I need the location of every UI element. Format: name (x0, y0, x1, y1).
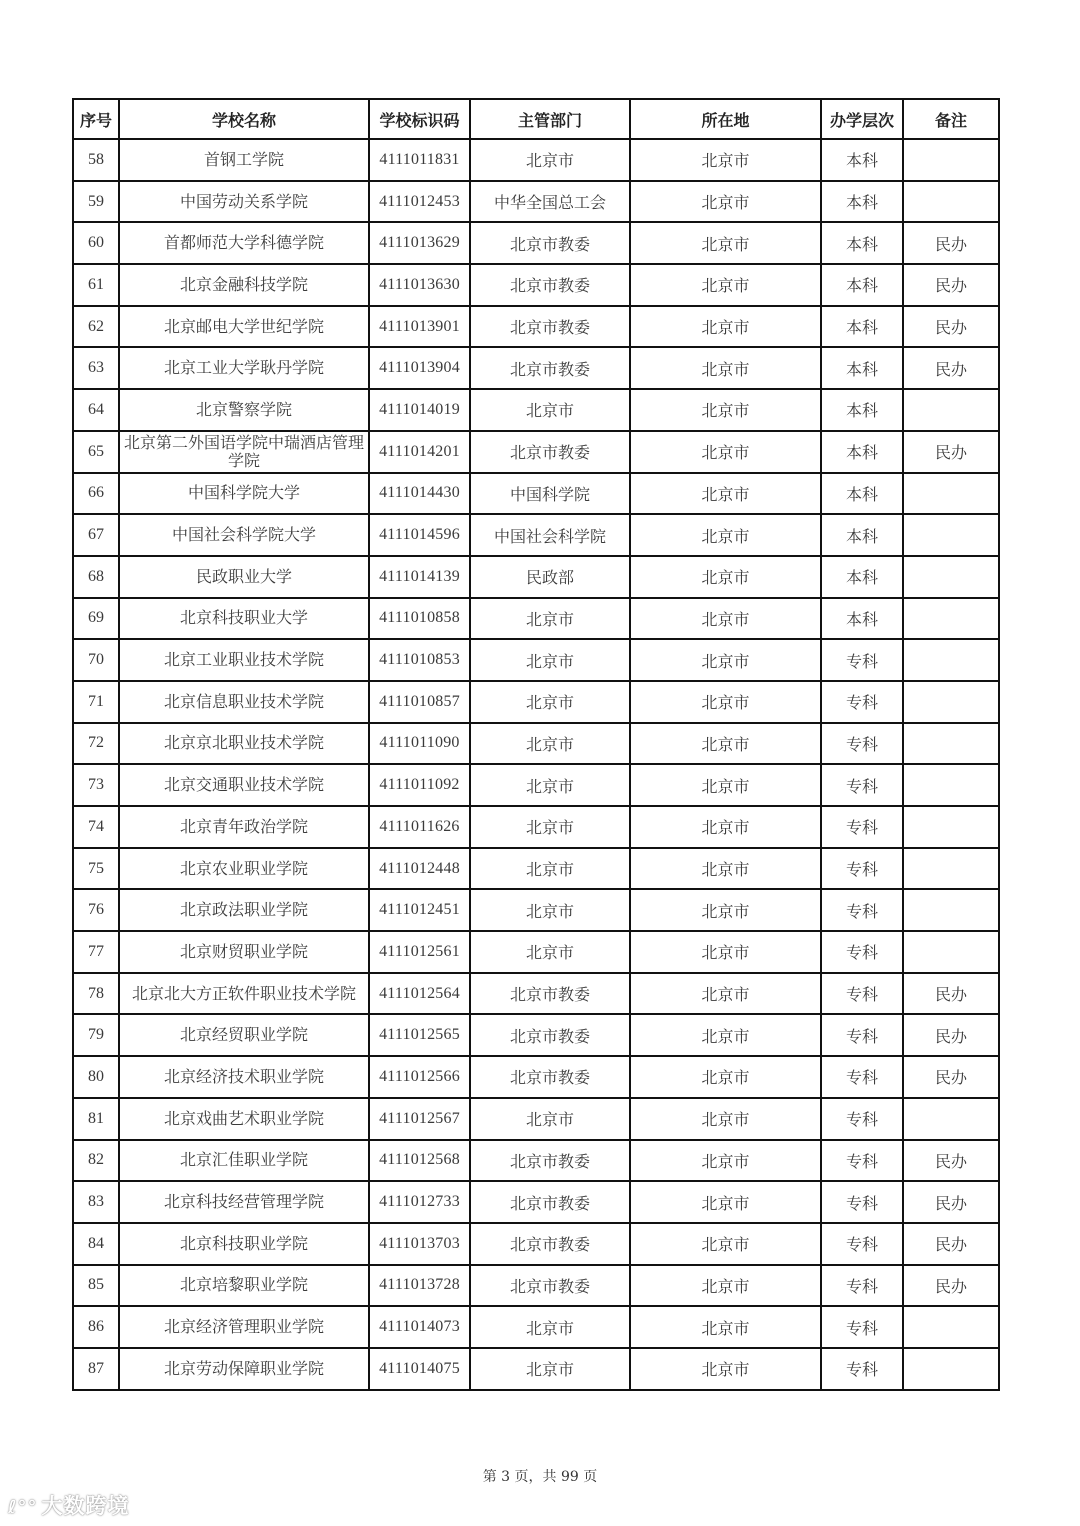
cell-school-code: 4111010853 (369, 639, 470, 681)
header-note: 备注 (903, 99, 999, 139)
cell-school-code: 4111012567 (369, 1098, 470, 1140)
cell-no: 84 (73, 1223, 119, 1265)
cell-note (903, 181, 999, 223)
cell-no: 65 (73, 431, 119, 473)
table-row (73, 1348, 999, 1390)
cell-note (903, 1098, 999, 1140)
cell-department: 北京市 (470, 1348, 630, 1390)
cell-school-code: 4111014073 (369, 1306, 470, 1348)
cell-location: 北京市 (630, 639, 821, 681)
cell-level: 专科 (821, 764, 903, 806)
cell-location: 北京市 (630, 514, 821, 556)
cell-location: 北京市 (630, 556, 821, 598)
cell-level: 本科 (821, 514, 903, 556)
cell-school-name: 北京戏曲艺术职业学院 (119, 1098, 369, 1140)
cell-level: 本科 (821, 347, 903, 389)
header-no: 序号 (73, 99, 119, 139)
cell-school-code: 4111012561 (369, 931, 470, 973)
cell-department: 北京市 (470, 889, 630, 931)
table-header-row (73, 99, 999, 139)
cell-school-code: 4111010858 (369, 598, 470, 640)
cell-location: 北京市 (630, 1056, 821, 1098)
cell-school-code: 4111012451 (369, 889, 470, 931)
table-row (73, 1098, 999, 1140)
cell-location: 北京市 (630, 1140, 821, 1182)
cell-level: 本科 (821, 431, 903, 473)
cell-school-name: 北京青年政治学院 (119, 806, 369, 848)
cell-no: 60 (73, 222, 119, 264)
cell-school-name: 北京金融科技学院 (119, 264, 369, 306)
cell-school-name: 首钢工学院 (119, 139, 369, 181)
table-row (73, 347, 999, 389)
cell-no: 81 (73, 1098, 119, 1140)
cell-department: 民政部 (470, 556, 630, 598)
cell-level: 专科 (821, 681, 903, 723)
table-row (73, 806, 999, 848)
cell-note (903, 889, 999, 931)
cell-note (903, 389, 999, 431)
cell-no: 61 (73, 264, 119, 306)
cell-school-code: 4111011626 (369, 806, 470, 848)
cell-school-name: 北京第二外国语学院中瑞酒店管理学院 (119, 431, 369, 473)
cell-department: 北京市教委 (470, 1140, 630, 1182)
cell-school-name: 北京信息职业技术学院 (119, 681, 369, 723)
table-row (73, 139, 999, 181)
table-row (73, 514, 999, 556)
cell-note: 民办 (903, 1056, 999, 1098)
cell-location: 北京市 (630, 222, 821, 264)
cell-school-code: 4111012566 (369, 1056, 470, 1098)
cell-department: 北京市 (470, 139, 630, 181)
table-row (73, 1265, 999, 1307)
cell-department: 北京市 (470, 1098, 630, 1140)
cell-department: 北京市 (470, 639, 630, 681)
cell-no: 63 (73, 347, 119, 389)
cell-school-name: 北京劳动保障职业学院 (119, 1348, 369, 1390)
cell-school-code: 4111012565 (369, 1014, 470, 1056)
cell-no: 70 (73, 639, 119, 681)
cell-note (903, 473, 999, 515)
cell-school-name: 中国社会科学院大学 (119, 514, 369, 556)
cell-school-code: 4111011831 (369, 139, 470, 181)
cell-level: 本科 (821, 306, 903, 348)
cell-school-name: 北京科技职业大学 (119, 598, 369, 640)
cell-level: 本科 (821, 389, 903, 431)
cell-note: 民办 (903, 1265, 999, 1307)
cell-school-name: 首都师范大学科德学院 (119, 222, 369, 264)
cell-school-code: 4111012564 (369, 973, 470, 1015)
cell-location: 北京市 (630, 431, 821, 473)
cell-location: 北京市 (630, 1265, 821, 1307)
cell-location: 北京市 (630, 764, 821, 806)
header-school-name: 学校名称 (119, 99, 369, 139)
cell-note: 民办 (903, 222, 999, 264)
cell-department: 北京市教委 (470, 431, 630, 473)
school-list-table (72, 98, 1000, 1391)
cell-department: 北京市教委 (470, 1014, 630, 1056)
cell-no: 59 (73, 181, 119, 223)
cell-location: 北京市 (630, 1181, 821, 1223)
cell-school-code: 4111011090 (369, 723, 470, 765)
cell-school-name: 北京财贸职业学院 (119, 931, 369, 973)
cell-school-code: 4111011092 (369, 764, 470, 806)
cell-department: 北京市 (470, 931, 630, 973)
cell-school-name: 北京政法职业学院 (119, 889, 369, 931)
cell-school-name: 北京交通职业技术学院 (119, 764, 369, 806)
cell-no: 64 (73, 389, 119, 431)
table-row (73, 1181, 999, 1223)
cell-school-name: 北京京北职业技术学院 (119, 723, 369, 765)
cell-level: 专科 (821, 1265, 903, 1307)
cell-department: 北京市 (470, 389, 630, 431)
cell-no: 58 (73, 139, 119, 181)
cell-level: 本科 (821, 222, 903, 264)
cell-school-code: 4111013904 (369, 347, 470, 389)
cell-school-code: 4111014201 (369, 431, 470, 473)
cell-level: 专科 (821, 931, 903, 973)
cell-department: 北京市教委 (470, 347, 630, 389)
table-row (73, 306, 999, 348)
cell-note (903, 931, 999, 973)
cell-school-name: 北京汇佳职业学院 (119, 1140, 369, 1182)
cell-school-name: 北京北大方正软件职业技术学院 (119, 973, 369, 1015)
cell-location: 北京市 (630, 848, 821, 890)
cell-department: 北京市教委 (470, 1223, 630, 1265)
cell-no: 62 (73, 306, 119, 348)
cell-note (903, 848, 999, 890)
table-row (73, 1140, 999, 1182)
cell-level: 专科 (821, 723, 903, 765)
cell-school-code: 4111013703 (369, 1223, 470, 1265)
cell-no: 76 (73, 889, 119, 931)
cell-note (903, 556, 999, 598)
table-row (73, 1306, 999, 1348)
table-row (73, 1014, 999, 1056)
cell-level: 专科 (821, 1014, 903, 1056)
cell-level: 本科 (821, 598, 903, 640)
cell-note (903, 806, 999, 848)
cell-note (903, 598, 999, 640)
cell-note (903, 514, 999, 556)
table-row (73, 973, 999, 1015)
cell-no: 82 (73, 1140, 119, 1182)
cell-location: 北京市 (630, 723, 821, 765)
table-row (73, 848, 999, 890)
cell-department: 北京市教委 (470, 306, 630, 348)
header-school-code: 学校标识码 (369, 99, 470, 139)
table-row (73, 931, 999, 973)
header-department: 主管部门 (470, 99, 630, 139)
brand-logo-icon: ℓ°° (8, 1497, 38, 1518)
watermark (8, 1490, 130, 1520)
cell-note (903, 1348, 999, 1390)
cell-level: 本科 (821, 473, 903, 515)
cell-department: 北京市 (470, 764, 630, 806)
cell-no: 78 (73, 973, 119, 1015)
cell-no: 72 (73, 723, 119, 765)
cell-level: 专科 (821, 1181, 903, 1223)
cell-note (903, 139, 999, 181)
cell-note: 民办 (903, 973, 999, 1015)
cell-level: 专科 (821, 1140, 903, 1182)
cell-note (903, 681, 999, 723)
cell-no: 66 (73, 473, 119, 515)
cell-note: 民办 (903, 264, 999, 306)
cell-department: 北京市 (470, 723, 630, 765)
cell-location: 北京市 (630, 389, 821, 431)
cell-level: 本科 (821, 181, 903, 223)
cell-school-code: 4111013901 (369, 306, 470, 348)
cell-school-code: 4111012568 (369, 1140, 470, 1182)
cell-note: 民办 (903, 1181, 999, 1223)
cell-location: 北京市 (630, 1306, 821, 1348)
cell-school-name: 民政职业大学 (119, 556, 369, 598)
cell-no: 67 (73, 514, 119, 556)
cell-school-code: 4111012733 (369, 1181, 470, 1223)
cell-no: 74 (73, 806, 119, 848)
cell-school-name: 北京经济技术职业学院 (119, 1056, 369, 1098)
cell-school-code: 4111014075 (369, 1348, 470, 1390)
cell-location: 北京市 (630, 1098, 821, 1140)
cell-school-name: 中国科学院大学 (119, 473, 369, 515)
cell-school-name: 北京邮电大学世纪学院 (119, 306, 369, 348)
cell-school-name: 北京警察学院 (119, 389, 369, 431)
cell-school-name: 北京农业职业学院 (119, 848, 369, 890)
table-row (73, 473, 999, 515)
cell-location: 北京市 (630, 347, 821, 389)
cell-note (903, 723, 999, 765)
cell-school-code: 4111010857 (369, 681, 470, 723)
cell-department: 北京市教委 (470, 264, 630, 306)
cell-department: 中国科学院 (470, 473, 630, 515)
cell-department: 北京市 (470, 681, 630, 723)
watermark-text: 大数跨境 (41, 1494, 130, 1518)
cell-no: 86 (73, 1306, 119, 1348)
cell-level: 专科 (821, 1306, 903, 1348)
cell-school-name: 中国劳动关系学院 (119, 181, 369, 223)
cell-department: 北京市 (470, 598, 630, 640)
cell-school-name: 北京工业大学耿丹学院 (119, 347, 369, 389)
cell-school-code: 4111014139 (369, 556, 470, 598)
cell-note: 民办 (903, 431, 999, 473)
cell-location: 北京市 (630, 598, 821, 640)
table-row (73, 723, 999, 765)
cell-school-code: 4111012448 (369, 848, 470, 890)
cell-location: 北京市 (630, 806, 821, 848)
table-row (73, 222, 999, 264)
cell-school-code: 4111013629 (369, 222, 470, 264)
cell-location: 北京市 (630, 681, 821, 723)
cell-location: 北京市 (630, 931, 821, 973)
cell-school-code: 4111014019 (369, 389, 470, 431)
cell-location: 北京市 (630, 139, 821, 181)
cell-location: 北京市 (630, 1223, 821, 1265)
cell-department: 中国社会科学院 (470, 514, 630, 556)
cell-department: 北京市教委 (470, 222, 630, 264)
cell-no: 79 (73, 1014, 119, 1056)
cell-location: 北京市 (630, 181, 821, 223)
cell-no: 68 (73, 556, 119, 598)
cell-level: 专科 (821, 1348, 903, 1390)
cell-level: 本科 (821, 556, 903, 598)
table-row (73, 889, 999, 931)
table-row (73, 764, 999, 806)
header-location: 所在地 (630, 99, 821, 139)
table-row (73, 264, 999, 306)
cell-no: 75 (73, 848, 119, 890)
table-row (73, 598, 999, 640)
cell-no: 77 (73, 931, 119, 973)
cell-school-name: 北京科技经营管理学院 (119, 1181, 369, 1223)
cell-level: 专科 (821, 639, 903, 681)
cell-note (903, 1306, 999, 1348)
cell-department: 北京市教委 (470, 1056, 630, 1098)
cell-level: 专科 (821, 1098, 903, 1140)
cell-no: 69 (73, 598, 119, 640)
cell-department: 北京市 (470, 1306, 630, 1348)
cell-location: 北京市 (630, 473, 821, 515)
cell-note: 民办 (903, 1140, 999, 1182)
cell-note: 民办 (903, 347, 999, 389)
cell-level: 专科 (821, 973, 903, 1015)
table-row (73, 1056, 999, 1098)
cell-level: 专科 (821, 889, 903, 931)
cell-department: 北京市教委 (470, 973, 630, 1015)
cell-location: 北京市 (630, 1348, 821, 1390)
cell-school-code: 4111014430 (369, 473, 470, 515)
cell-note (903, 639, 999, 681)
table-row (73, 389, 999, 431)
cell-note: 民办 (903, 1223, 999, 1265)
header-level: 办学层次 (821, 99, 903, 139)
cell-level: 本科 (821, 139, 903, 181)
cell-school-name: 北京科技职业学院 (119, 1223, 369, 1265)
cell-level: 专科 (821, 1223, 903, 1265)
cell-note: 民办 (903, 306, 999, 348)
table-body (73, 139, 999, 1390)
cell-no: 85 (73, 1265, 119, 1307)
cell-location: 北京市 (630, 264, 821, 306)
cell-school-code: 4111012453 (369, 181, 470, 223)
cell-location: 北京市 (630, 1014, 821, 1056)
table-row (73, 556, 999, 598)
cell-department: 北京市 (470, 806, 630, 848)
cell-school-code: 4111014596 (369, 514, 470, 556)
cell-school-code: 4111013630 (369, 264, 470, 306)
table-row (73, 431, 999, 473)
cell-school-name: 北京工业职业技术学院 (119, 639, 369, 681)
cell-school-code: 4111013728 (369, 1265, 470, 1307)
cell-location: 北京市 (630, 973, 821, 1015)
table-row (73, 681, 999, 723)
cell-no: 71 (73, 681, 119, 723)
cell-no: 80 (73, 1056, 119, 1098)
cell-level: 专科 (821, 848, 903, 890)
cell-level: 本科 (821, 264, 903, 306)
cell-no: 83 (73, 1181, 119, 1223)
table-row (73, 639, 999, 681)
cell-level: 专科 (821, 806, 903, 848)
cell-no: 73 (73, 764, 119, 806)
cell-school-name: 北京培黎职业学院 (119, 1265, 369, 1307)
page-number: 第 3 页，共 99 页 (482, 1469, 598, 1485)
cell-department: 北京市教委 (470, 1265, 630, 1307)
table-row (73, 1223, 999, 1265)
cell-location: 北京市 (630, 889, 821, 931)
cell-department: 北京市教委 (470, 1181, 630, 1223)
cell-school-name: 北京经贸职业学院 (119, 1014, 369, 1056)
table-row (73, 181, 999, 223)
cell-note: 民办 (903, 1014, 999, 1056)
cell-location: 北京市 (630, 306, 821, 348)
cell-department: 北京市 (470, 848, 630, 890)
cell-department: 中华全国总工会 (470, 181, 630, 223)
cell-level: 专科 (821, 1056, 903, 1098)
cell-school-name: 北京经济管理职业学院 (119, 1306, 369, 1348)
cell-note (903, 764, 999, 806)
cell-no: 87 (73, 1348, 119, 1390)
